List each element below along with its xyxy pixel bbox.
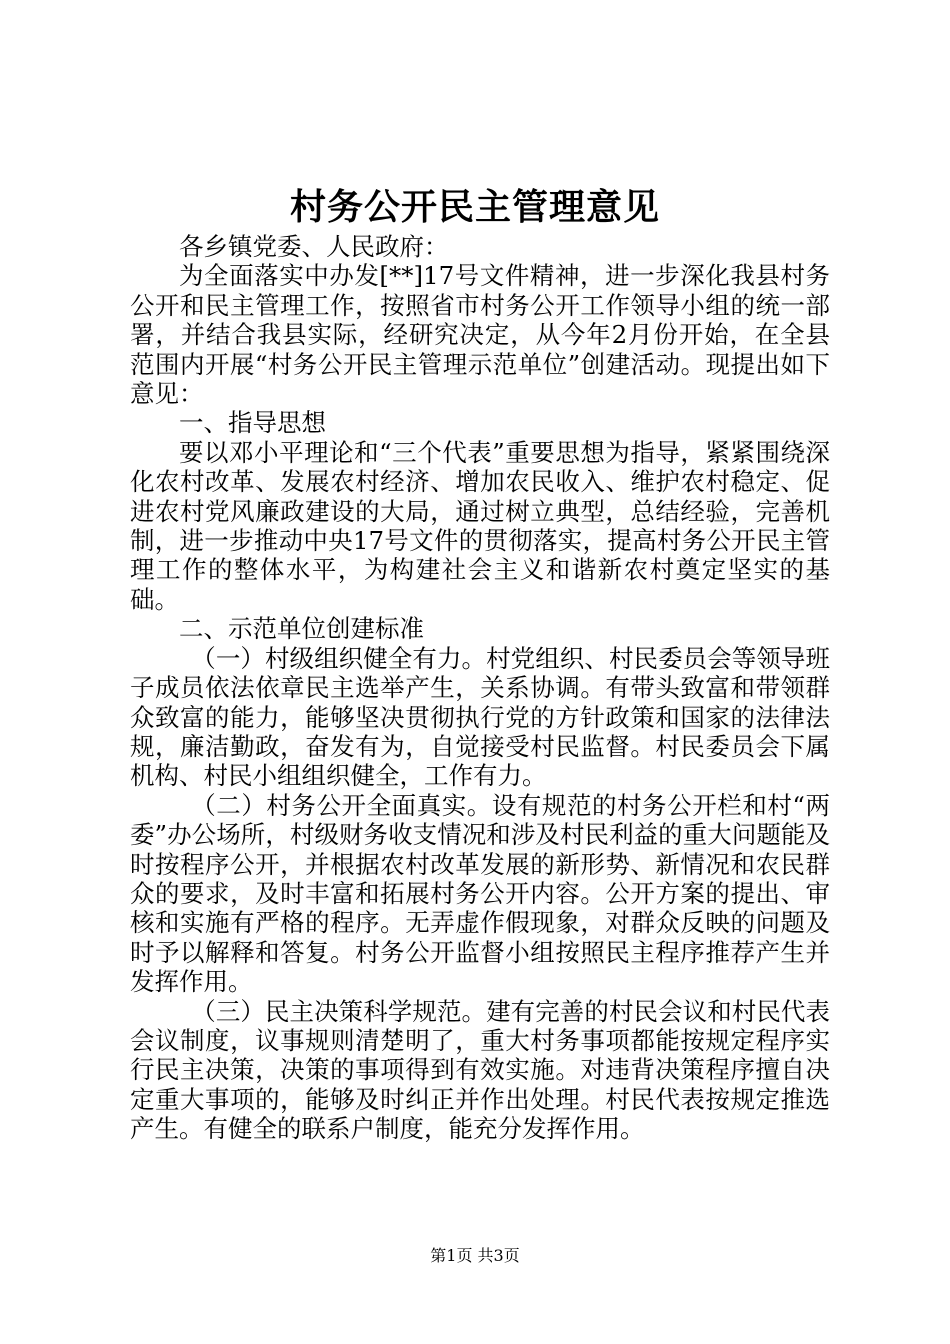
heading-standards: 二、示范单位创建标准 — [179, 614, 424, 644]
heading-guiding-ideology: 一、指导思想 — [179, 408, 326, 438]
salutation: 各乡镇党委、人民政府： — [179, 232, 449, 261]
document-body — [130, 232, 830, 1144]
document-title: 村务公开民主管理意见 — [289, 186, 660, 228]
paragraph-standard-1: （一）村级组织健全有力。村党组织、村民委员会等领导班子成员依法依章民主选举产生，关系协调。有带头致富和带领群众致富的能力，能够坚决贯彻执行党的方针政策和国家的法律法规，廉洁勤政，奋发有为，自觉接受村民监督。村民委员会下属机构、村民小组组织健全，工作有力。 — [130, 643, 830, 791]
page-number-footer: 第1页 共3页 — [430, 1246, 520, 1265]
paragraph-guiding-ideology: 要以邓小平理论和“三个代表”重要思想为指导，紧紧围绕深化农村改革、发展农村经济、增加农民收入、维护农村稳定、促进农村党风廉政建设的大局，通过树立典型，总结经验，完善机制，进一步推动中央17号文件的贯彻落实，提高村务公开民主管理工作的整体水平，为构建社会主义和谐新农村奠定坚实的基础。 — [130, 437, 830, 614]
paragraph-standard-2: （二）村务公开全面真实。设有规范的村务公开栏和村“两委”办公场所，村级财务收支情况和涉及村民利益的重大问题能及时按程序公开，并根据农村改革发展的新形势、新情况和农民群众的要求，及时丰富和拓展村务公开内容。公开方案的提出、审核和实施有严格的程序。无弄虚作假现象，对群众反映的问题及时予以解释和答复。村务公开监督小组按照民主程序推荐产生并发挥作用。 — [130, 790, 830, 997]
paragraph-intro: 为全面落实中办发[**]17号文件精神，进一步深化我县村务公开和民主管理工作，按照省市村务公开工作领导小组的统一部署，并结合我县实际，经研究决定，从今年2月份开始，在全县范围内开展“村务公开民主管理示范单位”创建活动。现提出如下意见： — [130, 261, 830, 409]
paragraph-standard-3: （三）民主决策科学规范。建有完善的村民会议和村民代表会议制度，议事规则清楚明了，重大村务事项都能按规定程序实行民主决策，决策的事项得到有效实施。对违背决策程序擅自决定重大事项的，能够及时纠正并作出处理。村民代表按规定推选产生。有健全的联系户制度，能充分发挥作用。 — [130, 996, 830, 1144]
